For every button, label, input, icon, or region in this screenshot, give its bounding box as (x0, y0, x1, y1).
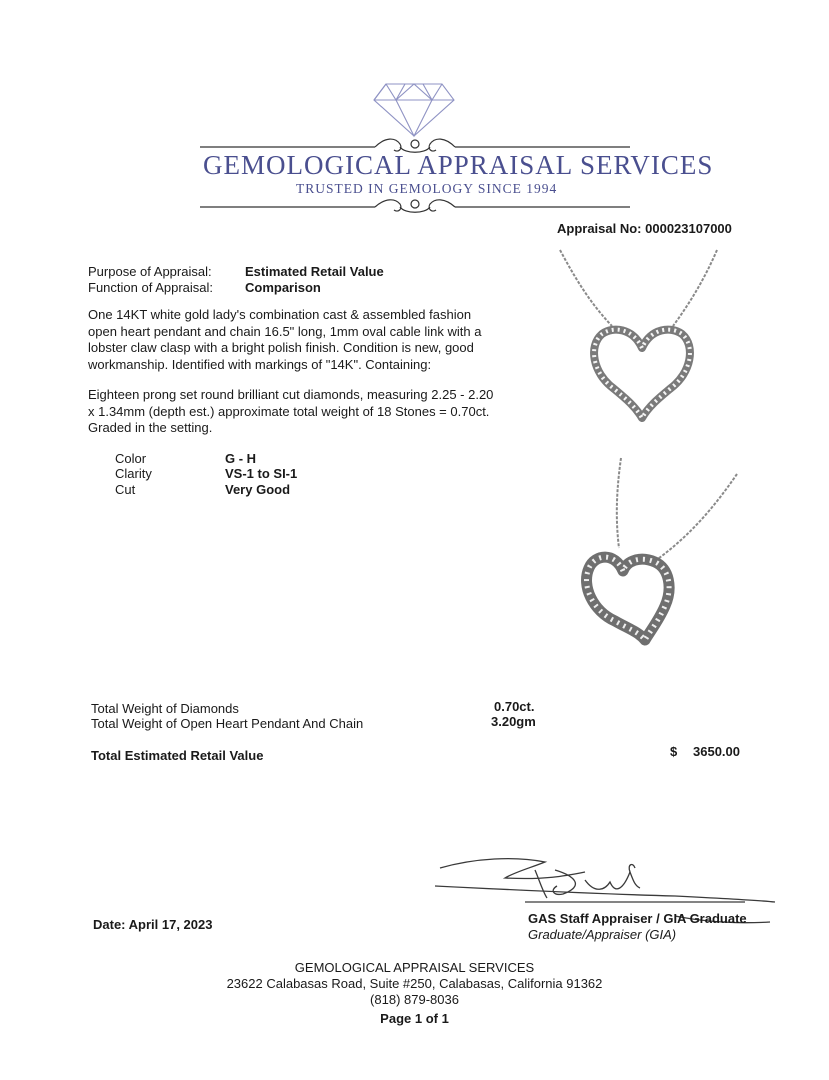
company-logo-title: GEMOLOGICAL APPRAISAL SERVICES (203, 150, 714, 180)
footer-phone: (818) 879-8036 (370, 992, 459, 1007)
purpose-label: Purpose of Appraisal: (88, 264, 212, 279)
signature-title: GAS Staff Appraiser / GIA Graduate (528, 911, 747, 926)
footer-company: GEMOLOGICAL APPRAISAL SERVICES (294, 960, 535, 975)
purpose-value: Estimated Retail Value (245, 264, 384, 279)
grade-clarity-label: Clarity (115, 466, 152, 481)
total-weight-pendant-value: 3.20gm (491, 714, 536, 729)
diamond-logo-icon (372, 82, 456, 138)
grade-color-value: G - H (225, 451, 257, 466)
footer-page-number: Page 1 of 1 (380, 1011, 449, 1026)
total-weight-diamonds-label: Total Weight of Diamonds (91, 701, 239, 716)
signature-subtitle: Graduate/Appraiser (GIA) (528, 927, 677, 942)
retail-value-amount: 3650.00 (693, 744, 740, 759)
retail-value-label: Total Estimated Retail Value (91, 748, 264, 763)
pendant-angle-photo (565, 456, 745, 646)
diamond-description: Eighteen prong set round brilliant cut diamonds, measuring 2.25 - 2.20 x 1.34mm (depth est.) approximate total weight of 18 Stones = 0.70ct. Graded in the setting. (88, 387, 494, 435)
footer-address: 23622 Calabasas Road, Suite #250, Calabasas, California 91362 (226, 976, 603, 991)
appraisal-number: Appraisal No: 000023107000 (557, 221, 732, 236)
bottom-ornament-divider (200, 196, 630, 220)
grade-cut-label: Cut (115, 482, 136, 497)
company-logo-tagline: TRUSTED IN GEMOLOGY SINCE 1994 (296, 181, 558, 196)
appraisal-date: Date: April 17, 2023 (93, 917, 213, 932)
pendant-front-photo (555, 248, 725, 426)
retail-value-currency: $ (670, 744, 678, 759)
function-value: Comparison (245, 280, 321, 295)
grade-color-label: Color (115, 451, 147, 466)
total-weight-pendant-label: Total Weight of Open Heart Pendant And Chain (91, 716, 364, 731)
item-description: One 14KT white gold lady's combination cast & assembled fashion open heart pendant and chain 16.5" long, 1mm oval cable link with a lobster claw clasp with a bright polish finish. Condition is new, good workmanship. Identified with markings of "14K". Containing: (88, 307, 482, 372)
grade-cut-value: Very Good (225, 482, 291, 497)
grade-clarity-value: VS-1 to SI-1 (225, 466, 298, 481)
total-weight-diamonds-value: 0.70ct. (494, 699, 535, 714)
function-label: Function of Appraisal: (88, 280, 214, 295)
